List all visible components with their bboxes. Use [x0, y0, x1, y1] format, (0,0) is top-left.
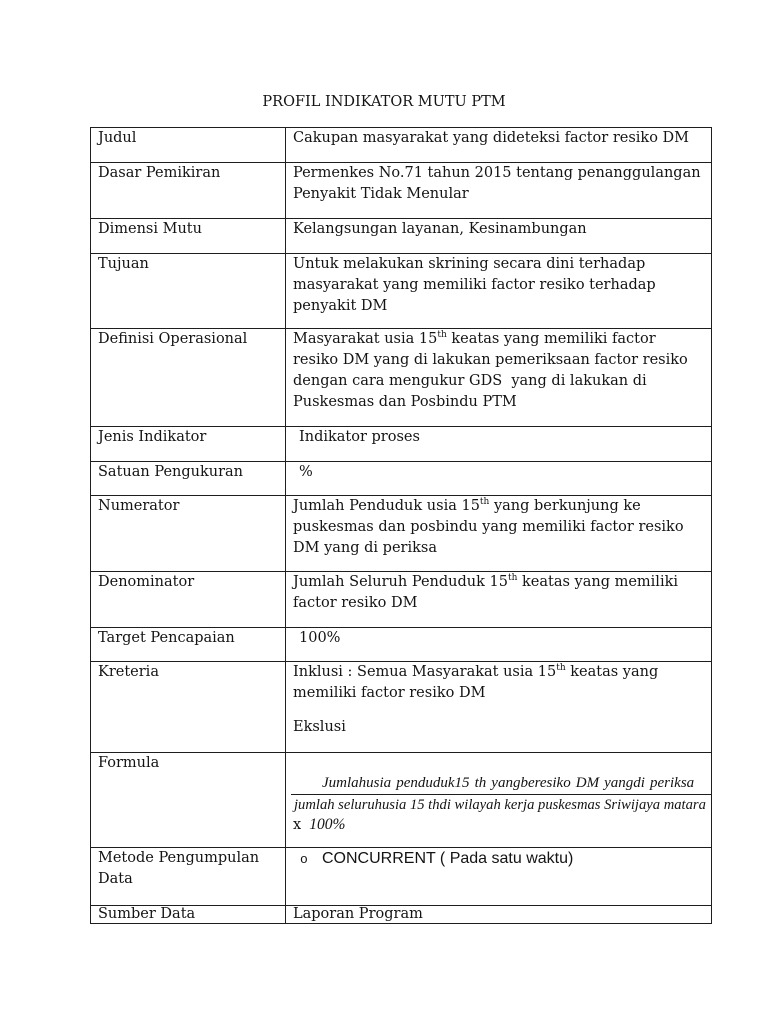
row-label: Metode Pengumpulan Data: [98, 850, 260, 887]
list-item-text: CONCURRENT ( Pada satu waktu): [322, 850, 574, 867]
value-line: 100%: [299, 630, 341, 646]
bullet-icon: o: [300, 852, 308, 867]
value-cell: [286, 906, 712, 923]
line-text: Jumlah Penduduk usia 15: [293, 498, 480, 514]
list-item: [293, 848, 711, 870]
row-label: Jenis Indikator: [98, 429, 207, 445]
value-cell: [286, 128, 712, 162]
row-dasar-pemikiran: [91, 163, 712, 219]
value-cell: [286, 496, 712, 571]
value-line: factor resiko DM: [293, 595, 418, 611]
inklusi-line: [293, 662, 711, 683]
label-cell: [91, 254, 286, 328]
value-cell: [286, 254, 712, 328]
formula-multiplier: [293, 816, 345, 834]
label-cell: [91, 628, 286, 661]
formula-cell: [286, 753, 712, 847]
fraction-bar: [291, 794, 711, 795]
row-tujuan: [91, 254, 712, 329]
value-line: penyakit DM: [293, 298, 388, 314]
row-label: Dimensi Mutu: [98, 221, 202, 237]
row-label: Judul: [98, 130, 137, 146]
superscript: th: [556, 663, 566, 673]
value-line: Puskesmas dan Posbindu PTM: [293, 394, 517, 410]
label-cell: [91, 128, 286, 162]
value-cell: [286, 427, 712, 461]
superscript: th: [507, 573, 518, 583]
row-label: Definisi Operasional: [98, 331, 248, 347]
value-line: DM yang di periksa: [293, 540, 437, 556]
label-cell: [91, 163, 286, 218]
line-text: Masyarakat usia 15: [293, 331, 438, 347]
superscript: th: [479, 497, 490, 507]
value-line: [293, 496, 711, 517]
label-cell: [91, 572, 286, 627]
value-line: Cakupan masyarakat yang dideteksi factor resiko DM: [293, 130, 690, 146]
row-metode-pengumpulan-data: [91, 848, 712, 906]
multiply-operator: x: [293, 817, 302, 833]
row-kreteria: [91, 662, 712, 753]
value-line: dengan cara mengukur GDS yang di lakukan di: [293, 373, 647, 389]
label-cell: [91, 462, 286, 495]
line-text: keatas yang: [565, 664, 659, 680]
row-dimensi-mutu: [91, 219, 712, 254]
line-text: Inklusi : Semua Masyarakat usia 15: [293, 664, 557, 680]
row-label: Sumber Data: [98, 906, 196, 922]
row-label: Target Pencapaian: [98, 630, 235, 646]
value-cell: [286, 848, 712, 905]
line-text: Jumlah Seluruh Penduduk 15: [293, 574, 508, 590]
page-title: PROFIL INDIKATOR MUTU PTM: [262, 94, 506, 110]
row-label: Satuan Pengukuran: [98, 464, 244, 480]
value-line: [293, 329, 711, 350]
value-line: masyarakat yang memiliki factor resiko terhadap: [293, 277, 656, 293]
value-cell: [286, 163, 712, 218]
value-cell: [286, 219, 712, 253]
row-label: Dasar Pemikiran: [98, 165, 221, 181]
value-cell: [286, 329, 712, 426]
value-line: Untuk melakukan skrining secara dini terhadap: [293, 256, 646, 272]
value-line: Penyakit Tidak Menular: [293, 186, 469, 202]
row-label: Formula: [98, 755, 160, 771]
inklusi-line: memiliki factor resiko DM: [293, 685, 486, 701]
line-text: keatas yang memiliki: [517, 574, 679, 590]
multiply-factor: 100%: [309, 816, 346, 833]
row-numerator: [91, 496, 712, 572]
label-cell: [91, 329, 286, 426]
value-line: Permenkes No.71 tahun 2015 tentang penanggulangan: [293, 165, 701, 181]
row-judul: [91, 128, 712, 163]
row-label: Kreteria: [98, 664, 159, 680]
row-target-pencapaian: [91, 628, 712, 662]
row-formula: [91, 753, 712, 848]
value-cell: [286, 662, 712, 752]
value-cell: [286, 572, 712, 627]
superscript: th: [437, 330, 447, 340]
value-line: [293, 572, 711, 593]
value-line: Laporan Program: [293, 906, 423, 922]
row-satuan-pengukuran: [91, 462, 712, 496]
indicator-profile-table: [90, 127, 712, 924]
value-line: resiko DM yang di lakukan pemeriksaan factor resiko: [293, 352, 688, 368]
value-cell: [286, 628, 712, 661]
value-line: puskesmas dan posbindu yang memiliki factor resiko: [293, 519, 684, 535]
label-cell: [91, 662, 286, 752]
line-text: keatas yang memiliki factor: [446, 331, 656, 347]
row-denominator: [91, 572, 712, 628]
row-definisi-operasional: [91, 329, 712, 427]
value-line: Kelangsungan layanan, Kesinambungan: [293, 221, 587, 237]
label-cell: [91, 219, 286, 253]
label-cell: [91, 753, 286, 847]
row-sumber-data: [91, 906, 712, 924]
ekslusi-line: Ekslusi: [293, 719, 346, 735]
value-line: Indikator proses: [299, 429, 420, 445]
label-cell: [91, 906, 286, 923]
label-cell: [91, 427, 286, 461]
row-label: Denominator: [98, 574, 195, 590]
label-cell: [91, 848, 286, 905]
value-line: %: [299, 464, 313, 480]
row-label: Numerator: [98, 498, 180, 514]
value-cell: [286, 462, 712, 495]
row-label: Tujuan: [98, 256, 149, 272]
line-text: yang berkunjung ke: [489, 498, 641, 514]
row-jenis-indikator: [91, 427, 712, 462]
formula-denominator: jumlah seluruhusia 15 thdi wilayah kerja puskesmas Sriwijaya matara: [294, 797, 706, 813]
formula-numerator: Jumlahusia penduduk15 th yangberesiko DM yangdi periksa: [322, 775, 695, 791]
label-cell: [91, 496, 286, 571]
